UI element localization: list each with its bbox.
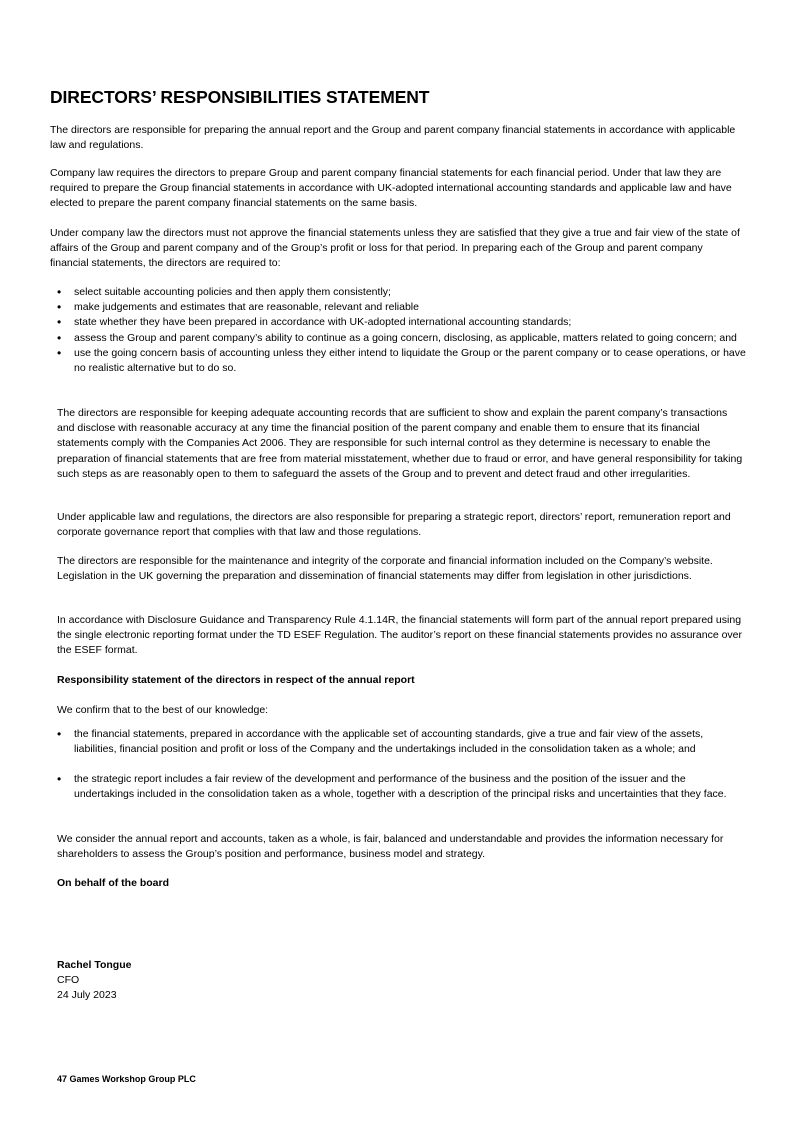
confirmation-list [57,727,747,757]
required-actions-list [57,285,747,376]
paragraph-accounting-records: The directors are responsible for keeping adequate accounting records that are sufficient to show and explain the parent company’s transactions and disclose with reasonable accuracy at any time the financial position of the parent company and enable them to ensure that its financial statements comply with the Companies Act 2006. They are responsible for such internal control as they determine is necessary to enable the preparation of financial statements that are free from material misstatement, whether due to fraud or error, and have general responsibility for taking such steps as are reasonably open to them to safeguard the assets of the Group and to prevent and detect fraud and other irregularities. [57,407,743,480]
list-item: • the strategic report includes a fair review of the development and performance of the business and the position of the issuer and the undertakings included in the consolidation taken as a whole, together with a description of the principal risks and uncertainties that they face. [57,772,747,802]
list-item: • make judgements and estimates that are reasonable, relevant and reliable [57,300,747,315]
list-item: • the financial statements, prepared in accordance with the applicable set of accounting standards, give a true and fair view of the assets, liabilities, financial position and profit or loss of the Company and the undertakings included in the consolidation taken as a whole; and [57,727,747,757]
paragraph-fair-balanced: We consider the annual report and accounts, taken as a whole, is fair, balanced and understandable and provides the information necessary for shareholders to assess the Group’s position and performance, business model and strategy. [57,833,724,861]
list-item: • select suitable accounting policies and then apply them consistently; [57,285,747,300]
paragraph-strategic-report: Under applicable law and regulations, the directors are also responsible for preparing a strategic report, directors’ report, remuneration report and corporate governance report that complies with that law and those regulations. [57,511,731,539]
paragraph-true-fair-view: Under company law the directors must not approve the financial statements unless they are satisfied that they give a true and fair view of the state of affairs of the Group and parent company and of the Group’s profit or loss for that period. In preparing each of the Group and parent company financial statements, the directors are required to: [50,227,740,270]
signature-date: 24 July 2023 [57,989,117,1002]
signatory-name: Rachel Tongue [57,959,132,971]
paragraph-company-law: Company law requires the directors to prepare Group and parent company financial statements for each financial period. Under that law they are required to prepare the Group financial statements in accordance with UK-adopted international accounting standards and applicable law and have elected to prepare the parent company financial statements on the same basis. [50,167,732,210]
paragraph-esef: In accordance with Disclosure Guidance and Transparency Rule 4.1.14R, the financial statements will form part of the annual report prepared using the single electronic reporting format under the TD ESEF Regulation. The auditor’s report on these financial statements provides no assurance over the ESEF format. [57,614,743,657]
list-item: • assess the Group and parent company’s ability to continue as a going concern, disclosing, as applicable, matters related to going concern; and [57,331,747,346]
signature-block [57,958,747,1004]
on-behalf-label: On behalf of the board [57,877,169,889]
paragraph-responsibility: The directors are responsible for preparing the annual report and the Group and parent company financial statements in accordance with applicable law and regulations. [50,124,736,152]
confirm-intro: We confirm that to the best of our knowledge: [57,704,269,716]
page-footer: 47 Games Workshop Group PLC [57,1074,196,1084]
list-item: • state whether they have been prepared in accordance with UK-adopted international accounting standards; [57,315,747,330]
responsibility-subheading: Responsibility statement of the directors in respect of the annual report [57,674,415,686]
page-title: DIRECTORS’ RESPONSIBILITIES STATEMENT [50,87,430,107]
confirmation-list-2 [57,772,747,802]
paragraph-website: The directors are responsible for the maintenance and integrity of the corporate and financial information included on the Company’s website. Legislation in the UK governing the preparation and dissemination of financial statements may differ from legislation in other jurisdictions. [57,555,713,583]
list-item: • use the going concern basis of accounting unless they either intend to liquidate the Group or the parent company or to cease operations, or have no realistic alternative but to do so. [57,346,747,376]
signatory-role: CFO [57,974,80,987]
